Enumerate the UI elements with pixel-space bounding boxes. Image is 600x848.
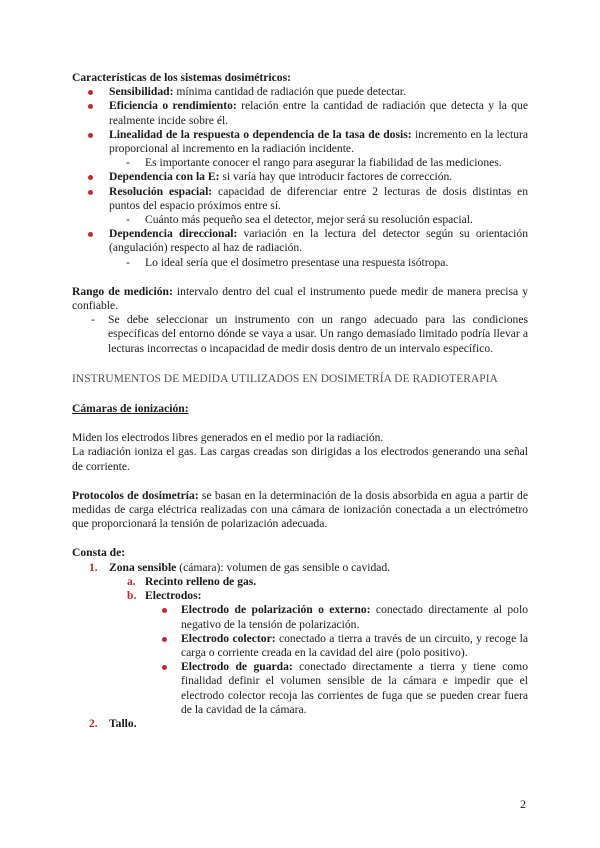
consists-title: Consta de: [72,546,126,560]
electrodes-list [72,603,528,717]
sub-note-list [72,156,528,170]
ion-chambers-title: Cámaras de ionización: [72,402,189,416]
range-note-list [72,313,528,356]
sub-note-list [72,213,528,227]
sub-list [72,575,528,603]
consists-list-cont [72,717,528,731]
section-heading: INSTRUMENTOS DE MEDIDA UTILIZADOS EN DOSIMETRÍA DE RADIOTERAPIA [72,372,498,385]
characteristics-list [72,85,528,156]
list-item: Sensibilidad: mínima cantidad de radiación que puede detectar. [72,85,528,99]
sub-note-list [72,256,528,270]
sub-note: - Lo ideal sería que el dosímetro presentase una respuesta isótropa. [72,256,528,270]
range-note: - Se debe seleccionar un instrumento con un rango adecuado para las condiciones específicas del entorno dónde se vaya a usar. Un rango demasiado limitado podría llevar a lecturas incorrectas o incapacidad de medir dosis dentro de un intervalo específico. [72,313,528,356]
range-paragraph: Rango de medición: intervalo dentro del cual el instrumento puede medir de manera precisa y confiable. [72,284,529,313]
list-item: b. Electrodos: [127,589,202,603]
list-item: Electrodo colector: conectado a tierra a través de un circuito, y recoge la carga o corriente creada en la cavidad del aire (polo positivo). [72,632,528,660]
sub-note: - Cuánto más pequeño sea el detector, mejor será su resolución espacial. [72,213,528,227]
characteristics-title: Características de los sistemas dosimétricos: [72,71,291,84]
ion-chambers-line1: Miden los electrodos libres generados en el medio por la radiación. [72,431,384,445]
list-item: Electrodo de polarización o externo: conectado directamente al polo negativo de la tensión de polarización. [72,603,528,631]
list-item: Dependencia direccional: variación en la lectura del detector según su orientación (angulación) respecto al haz de radiación. [72,227,528,255]
list-item: a. Recinto relleno de gas. [127,574,257,588]
characteristics-list-cont [72,227,528,255]
page-number: 2 [520,797,526,811]
list-item: Electrodo de guarda: conectado directamente a tierra y tiene como finalidad definir el volumen sensible de la cámara e impedir que el electrodo colector recoja las corrientes de fuga que se pueden crear fuera de la cavidad de la cámara. [72,660,528,717]
list-item: Resolución espacial: capacidad de diferenciar entre 2 lecturas de dosis distintas en puntos del espacio próximos entre sí. [72,185,528,213]
list-item: Linealidad de la respuesta o dependencia de la tasa de dosis: incremento en la lectura proporcional al incremento en la radiación incidente. [72,128,528,156]
characteristics-list-cont [72,170,528,213]
list-item: Dependencia con la E: si varía hay que introducir factores de corrección. [72,170,528,184]
consists-list [72,561,528,575]
list-item: 1. Zona sensible (cámara): volumen de gas sensible o cavidad. [89,560,391,574]
ion-chambers-line2: La radiación ioniza el gas. Las cargas creadas son dirigidas a los electrodos generando una señal de corriente. [72,445,528,473]
sub-note: - Es importante conocer el rango para asegurar la fiabilidad de las mediciones. [72,156,528,170]
list-item: Eficiencia o rendimiento: relación entre la cantidad de radiación que detecta y la que realmente incide sobre él. [72,99,528,127]
list-item: 2. Tallo. [89,716,137,730]
protocols-paragraph: Protocolos de dosimetría: se basan en la determinación de la dosis absorbida en agua a partir de medidas de carga eléctrica realizadas con una cámara de ionización conectada a un electrómetro que proporcionará la tensión de polarización adecuada. [72,488,528,531]
document-page [72,71,528,731]
